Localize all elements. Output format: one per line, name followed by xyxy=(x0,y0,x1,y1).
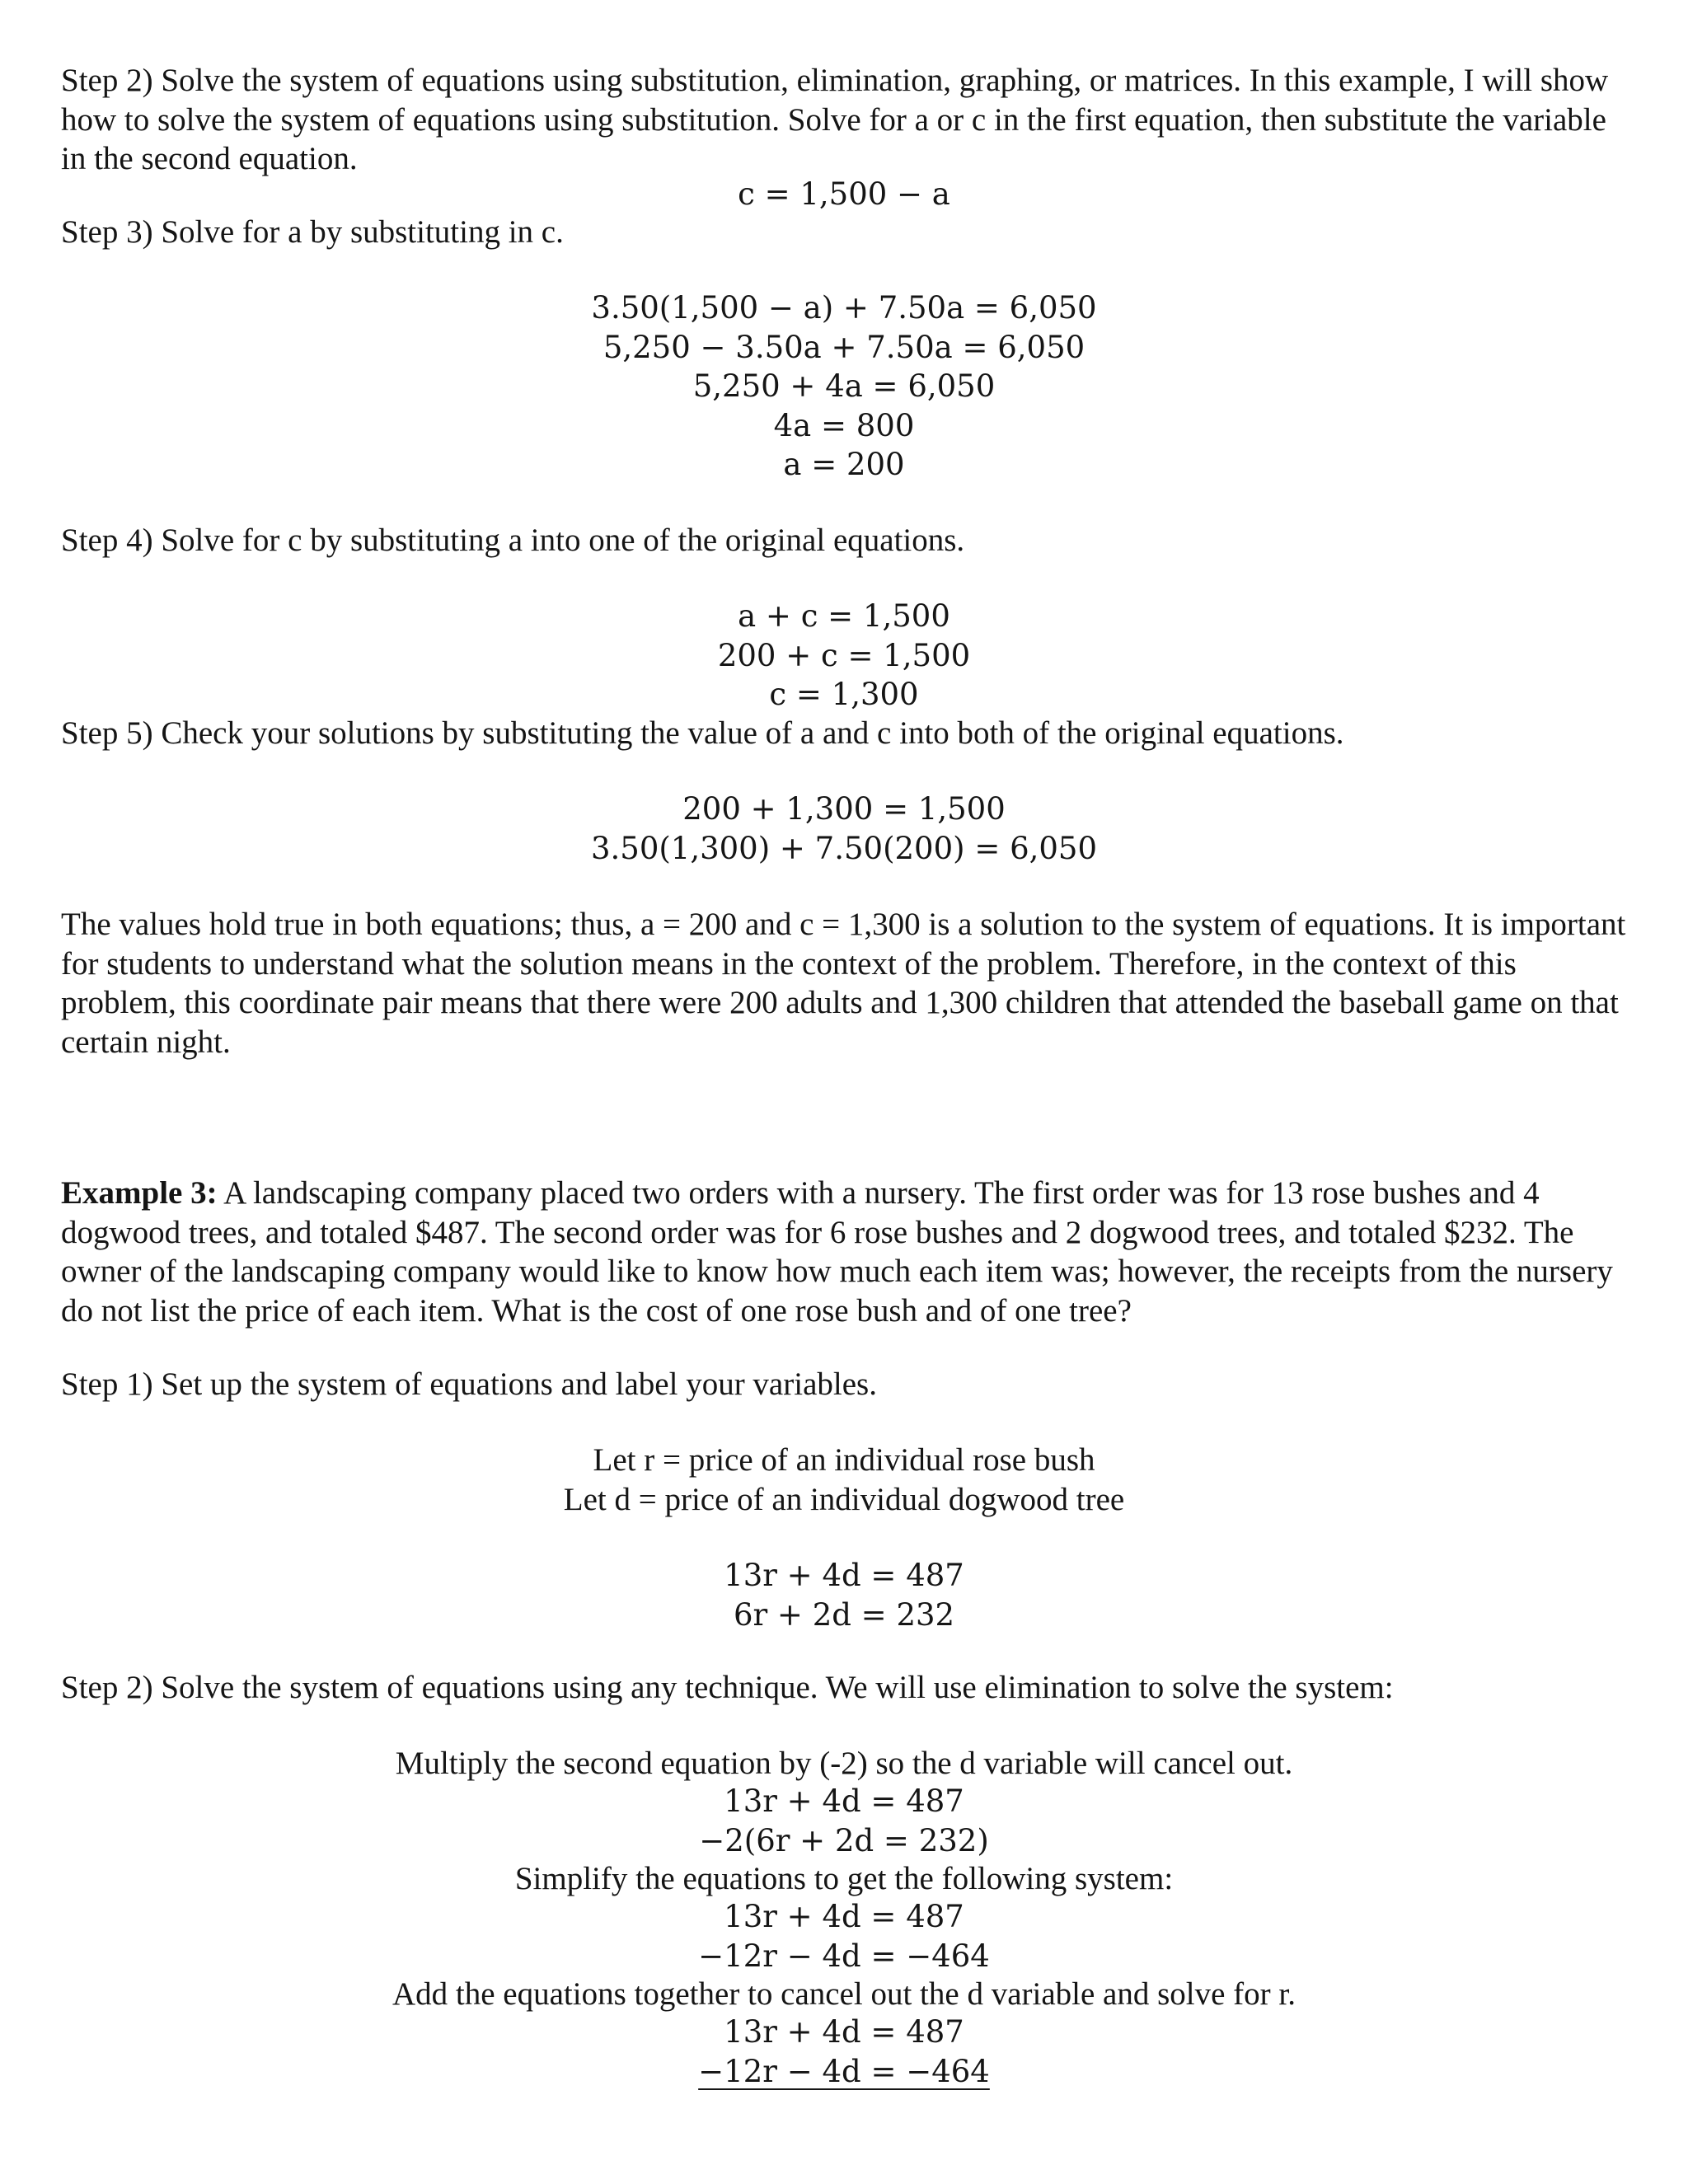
equation-line: 3.50(1,300) + 7.50(200) = 6,050 xyxy=(590,830,1098,866)
equation-line: 200 + 1,300 = 1,500 xyxy=(682,791,1006,827)
equation-line: −2(6r + 2d = 232) xyxy=(699,1822,989,1858)
equation-line: −12r − 4d = −464 xyxy=(698,1938,990,1974)
multiply-note: Multiply the second equation by (-2) so the d variable will cancel out. xyxy=(395,1746,1293,1781)
equation-line: 13r + 4d = 487 xyxy=(724,1899,964,1934)
equation-line: c = 1,300 xyxy=(769,677,919,712)
equation-text: −12r − 4d = −464 xyxy=(698,2053,990,2089)
step3-equations xyxy=(0,288,1688,485)
equation-line: 4a = 800 xyxy=(773,407,915,443)
add-note: Add the equations together to cancel out the d variable and solve for r. xyxy=(392,1976,1296,2012)
step5-heading: Step 5) Check your solutions by substituting the value of a and c into both of the original equations. xyxy=(61,715,1344,751)
simplify-note: Simplify the equations to get the following system: xyxy=(514,1861,1174,1896)
multiply-equations xyxy=(0,1782,1688,1860)
example3-step2-heading: Step 2) Solve the system of equations using any technique. We will use elimination to solve the system: xyxy=(61,1670,1394,1705)
step3-heading: Step 3) Solve for a by substituting in c. xyxy=(61,214,564,250)
example3-step1-heading: Step 1) Set up the system of equations and label your variables. xyxy=(61,1366,877,1402)
equation-line: a + c = 1,500 xyxy=(738,598,950,634)
equation-line: a = 200 xyxy=(783,447,905,482)
equation-line: c = 1,500 − a xyxy=(738,176,950,212)
equation-line: 200 + c = 1,500 xyxy=(717,637,971,673)
variable-definition-line: Let r = price of an individual rose bush xyxy=(593,1442,1095,1478)
variable-definition-line: Let d = price of an individual dogwood tree xyxy=(563,1481,1125,1517)
equation-line: 13r + 4d = 487 xyxy=(724,1783,964,1819)
equation-line: 5,250 + 4a = 6,050 xyxy=(692,368,996,404)
conclusion-paragraph: The values hold true in both equations; thus, a = 200 and c = 1,300 is a solution to the system of equations. It is important for students to understand what the solution means in the context of the problem. Therefore, in the context of this problem, this coordinate pair means that there were 200 adults and 1,300 children that attended the baseball game on that certain night. xyxy=(61,907,1626,1060)
equation-line: 6r + 2d = 232 xyxy=(733,1596,955,1633)
example3-label: Example 3: xyxy=(61,1175,218,1211)
variable-definitions xyxy=(0,1441,1688,1519)
simplified-equations xyxy=(0,1897,1688,1975)
example3-paragraph xyxy=(61,1174,1627,1330)
equation-line: 5,250 − 3.50a + 7.50a = 6,050 xyxy=(603,329,1085,365)
step4-equations xyxy=(0,597,1688,715)
step4-heading: Step 4) Solve for c by substituting a into one of the original equations. xyxy=(61,523,965,558)
equation-c xyxy=(0,175,1688,214)
step2-intro-paragraph: Step 2) Solve the system of equations using substitution, elimination, graphing, or matrices. In this example, I will show how to solve the system of equations using substitution. Solve for a or c in the first equation, then substitute the variable in the second equation. xyxy=(61,63,1609,176)
system-equations xyxy=(0,1556,1688,1634)
step5-equations xyxy=(0,790,1688,868)
example3-text: A landscaping company placed two orders with a nursery. The first order was for 13 rose bushes and 4 dogwood trees, and totaled $487. The second order was for 6 rose bushes and 2 dogwood trees, and totaled $232. The owner of the landscaping company would like to know how much each item was; however, the receipts from the nursery do not list the price of each item. What is the cost of one rose bush and of one tree? xyxy=(61,1175,1613,1329)
equation-line: 13r + 4d = 487 xyxy=(724,2014,964,2050)
equation-line: 3.50(1,500 − a) + 7.50a = 6,050 xyxy=(591,290,1097,326)
equation-line: 13r + 4d = 487 xyxy=(724,1558,964,1593)
add-equations xyxy=(0,2013,1688,2091)
underlined-equation-line xyxy=(0,2052,1688,2092)
